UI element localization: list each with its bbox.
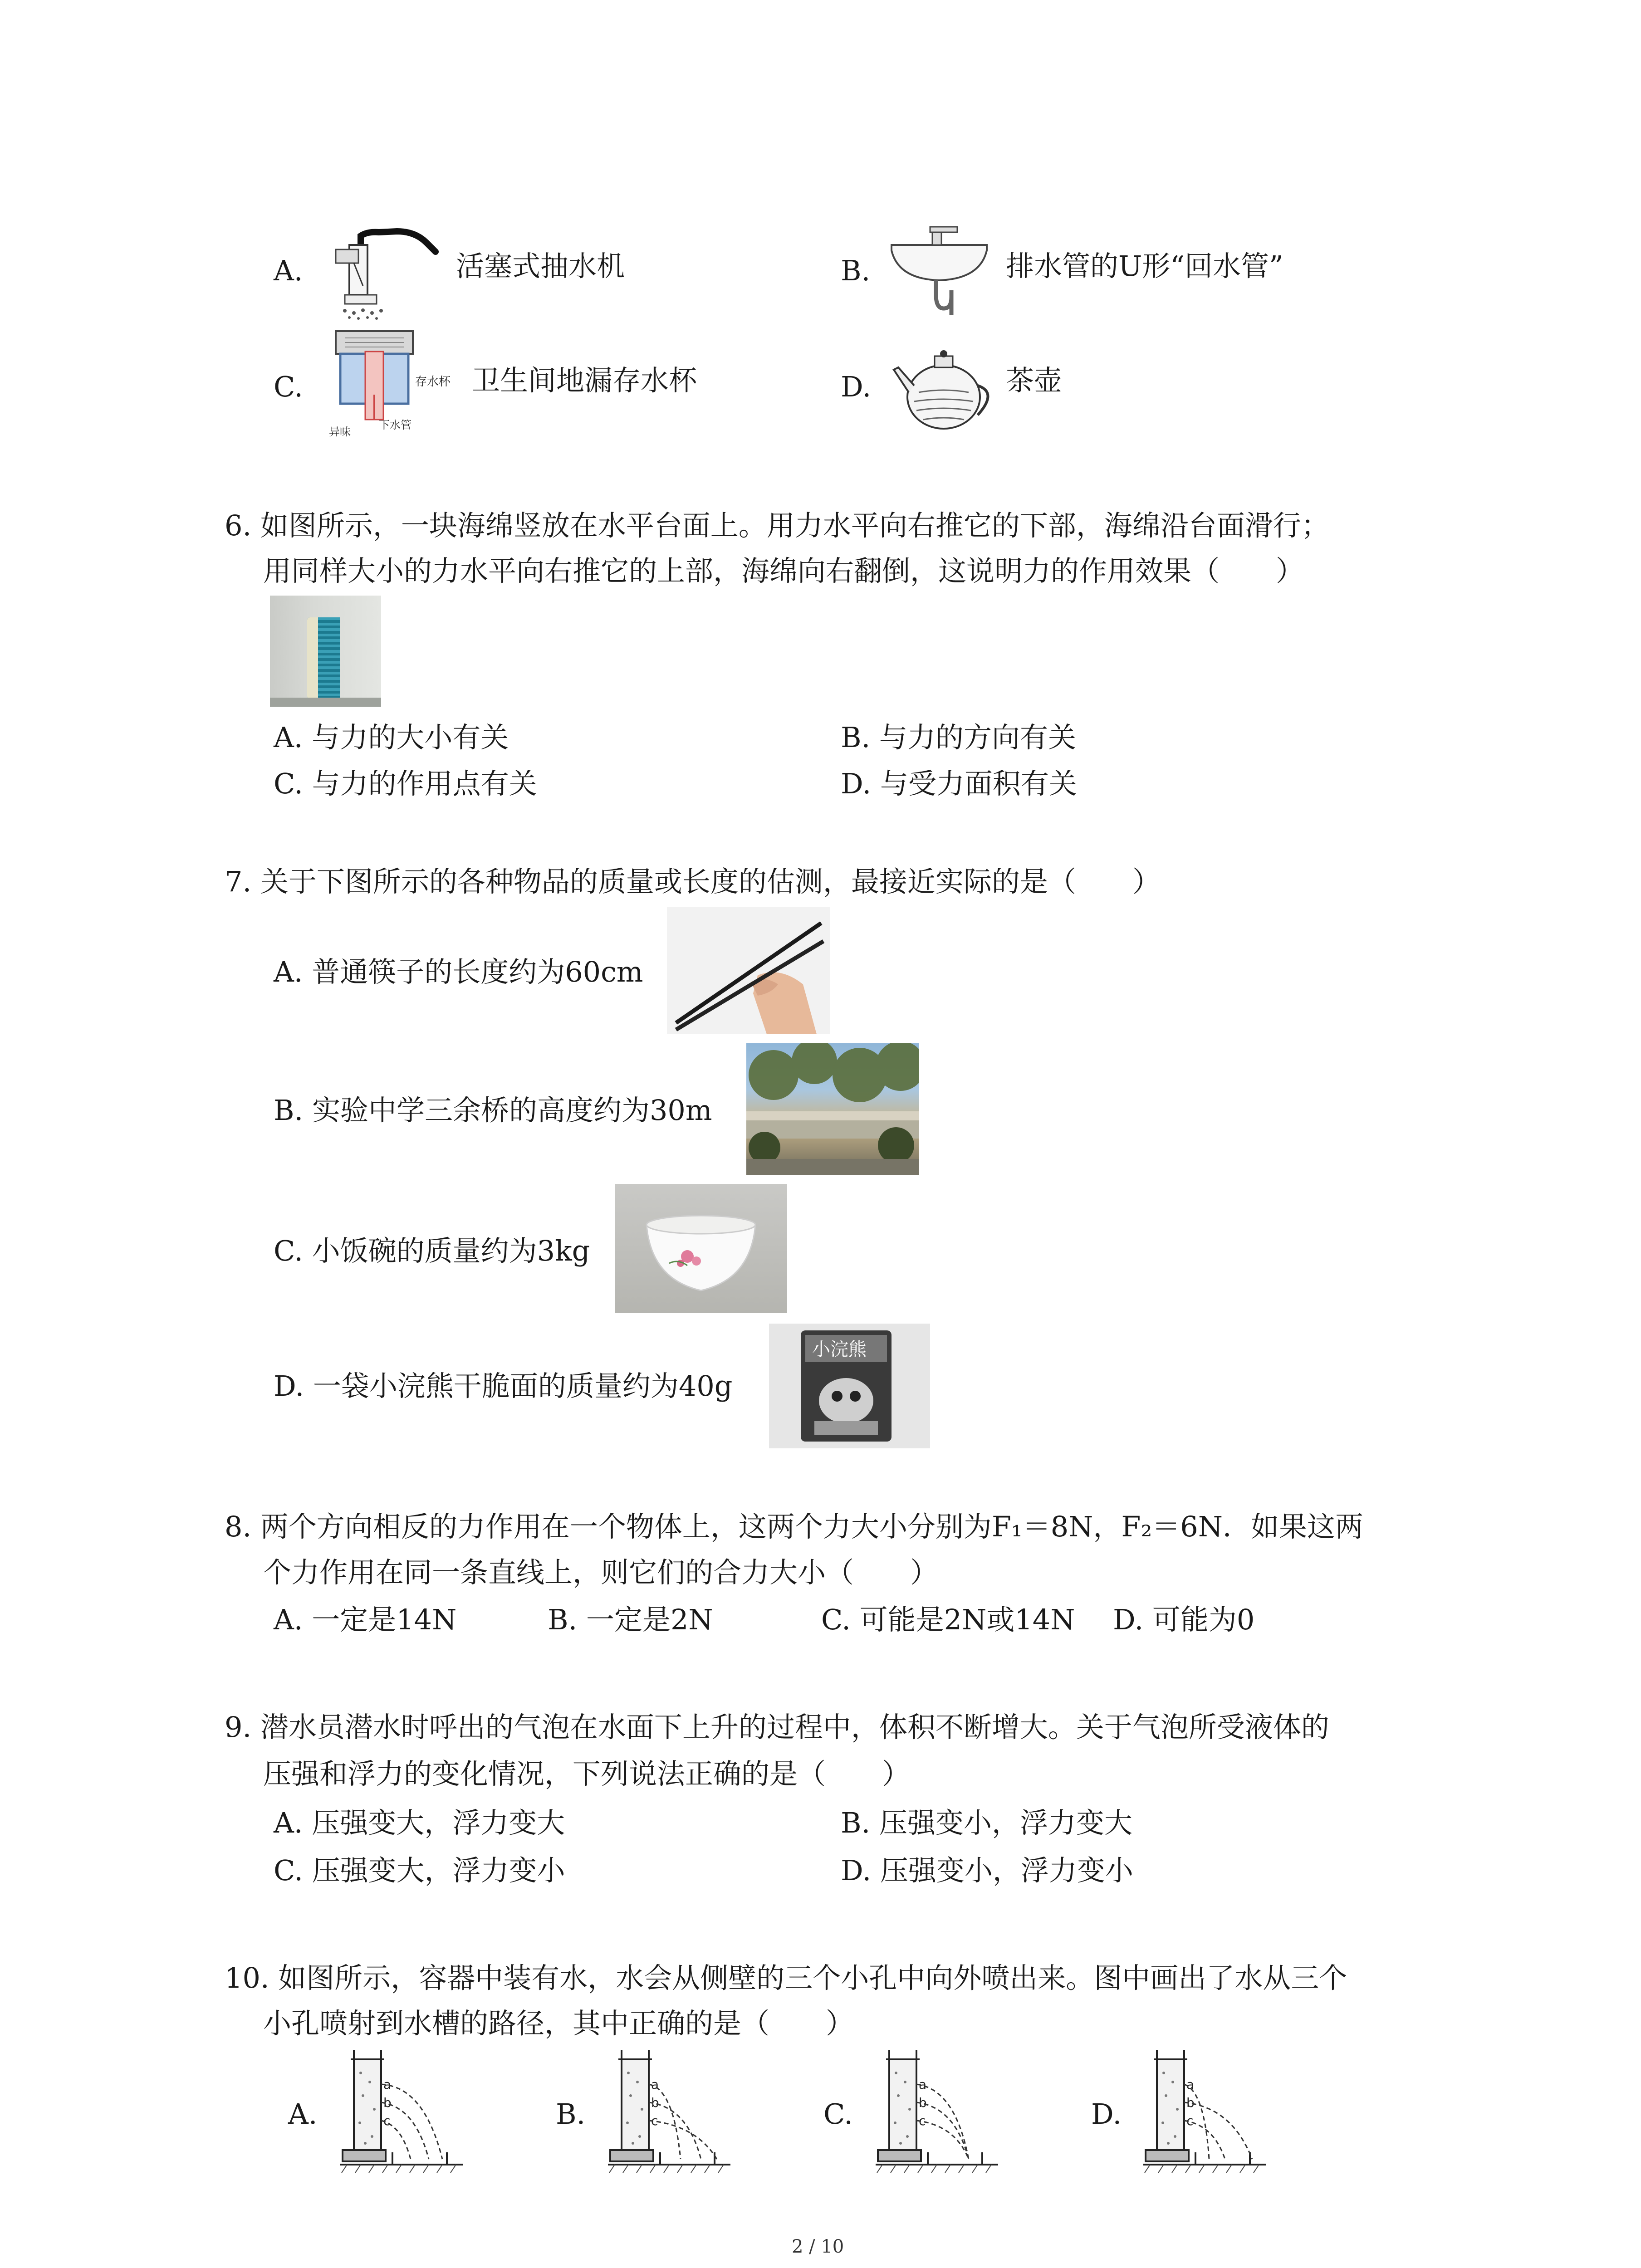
q9-option-d: D. 压强变小，浮力变小 (841, 1854, 1133, 1887)
hole-label-c: c (919, 2113, 926, 2128)
q5-option-b-letter: B. (841, 254, 871, 287)
q5-option-c-letter: C. (274, 370, 303, 403)
q10-stem-line2: 小孔喷射到水槽的路径，其中正确的是（ ） (263, 2007, 854, 2040)
q10-stem-line1: 10. 如图所示，容器中装有水，水会从侧壁的三个小孔中向外喷出来。图中画出了水从三个 (225, 1961, 1347, 1994)
q9-option-a: A. 压强变大，浮力变大 (274, 1806, 565, 1839)
snack-bag-photo (769, 1324, 930, 1448)
q6-stem-line2: 用同样大小的力水平向右推它的上部，海绵向右翻倒，这说明力的作用效果（ ） (263, 554, 1304, 587)
q10-option-c-letter: C. (823, 2097, 853, 2131)
q9-stem-line1: 9. 潜水员潜水时呼出的气泡在水面下上升的过程中，体积不断增大。关于气泡所受液体的 (225, 1711, 1329, 1744)
q7-option-a: A. 普通筷子的长度约为60cm (274, 955, 643, 988)
teapot-figure (887, 342, 1000, 433)
snack-brand-label: 小浣熊 (812, 1339, 867, 1360)
q8-option-b: B. 一定是2N (548, 1603, 713, 1636)
q6-stem-line1: 6. 如图所示，一块海绵竖放在水平台面上。用力水平向右推它的下部，海绵沿台面滑行； (225, 509, 1329, 542)
q8-stem-line2: 个力作用在同一条直线上，则它们的合力大小（ ） (263, 1556, 939, 1589)
fig-label-pipe: 下水管 (379, 419, 411, 431)
hole-label-a: a (651, 2077, 659, 2092)
rice-bowl-photo (615, 1184, 787, 1313)
hole-label-b: b (1186, 2095, 1195, 2110)
q6-option-d: D. 与受力面积有关 (841, 767, 1077, 800)
bridge-photo (746, 1043, 919, 1175)
q9-stem-line2: 压强和浮力的变化情况，下列说法正确的是（ ） (263, 1757, 911, 1790)
hole-label-c: c (383, 2113, 391, 2128)
q8-stem-line1: 8. 两个方向相反的力作用在一个物体上，这两个力大小分别为F₁＝8N，F₂＝6N．如果这两 (225, 1510, 1364, 1543)
fig-label-cup: 存水杯 (415, 375, 451, 389)
q5-option-b-text: 排水管的U形“回水管” (1006, 249, 1283, 283)
page-number: 2 / 10 (792, 2236, 844, 2257)
q7-option-b: B. 实验中学三余桥的高度约为30m (274, 1094, 712, 1127)
q10-option-d-letter: D. (1091, 2097, 1122, 2131)
sponge-photo (270, 596, 381, 707)
hole-label-c: c (651, 2113, 658, 2128)
q6-option-c: C. 与力的作用点有关 (274, 767, 537, 800)
u-drain-pipe-figure (887, 222, 991, 318)
hole-label-a: a (383, 2077, 392, 2092)
q10-figure-c (873, 2046, 1000, 2177)
q10-figure-d (1141, 2046, 1268, 2177)
q6-option-b: B. 与力的方向有关 (841, 721, 1076, 754)
hole-label-a: a (1186, 2077, 1195, 2092)
q5-option-d-text: 茶壶 (1006, 364, 1063, 397)
q9-option-b: B. 压强变小，浮力变大 (841, 1806, 1132, 1839)
q5-option-c-text: 卫生间地漏存水杯 (472, 364, 697, 397)
q8-option-d: D. 可能为0 (1113, 1603, 1255, 1636)
hole-label-c: c (1186, 2113, 1194, 2128)
hole-label-b: b (383, 2095, 392, 2110)
q10-option-a-letter: A. (288, 2097, 318, 2131)
chopsticks-photo (667, 907, 830, 1034)
fig-label-odor: 异味 (329, 425, 351, 438)
piston-pump-figure (318, 218, 454, 322)
hole-label-b: b (919, 2095, 927, 2110)
hole-label-b: b (651, 2095, 659, 2110)
q8-option-c: C. 可能是2N或14N (821, 1603, 1075, 1636)
q7-option-d: D. 一袋小浣熊干脆面的质量约为40g (274, 1369, 733, 1403)
q8-option-a: A. 一定是14N (274, 1603, 457, 1636)
q10-figure-a (338, 2046, 465, 2177)
q10-option-b-letter: B. (556, 2097, 586, 2131)
floor-drain-figure (327, 327, 476, 442)
q7-stem: 7. 关于下图所示的各种物品的质量或长度的估测，最接近实际的是（ ） (225, 865, 1161, 898)
q5-option-a-letter: A. (274, 254, 303, 287)
q6-option-a: A. 与力的大小有关 (274, 721, 509, 754)
q5-option-a-text: 活塞式抽水机 (456, 249, 625, 283)
q5-option-d-letter: D. (841, 370, 872, 403)
q10-figure-b (606, 2046, 733, 2177)
q7-option-c: C. 小饭碗的质量约为3kg (274, 1234, 590, 1267)
hole-label-a: a (919, 2077, 927, 2092)
q9-option-c: C. 压强变大，浮力变小 (274, 1854, 565, 1887)
